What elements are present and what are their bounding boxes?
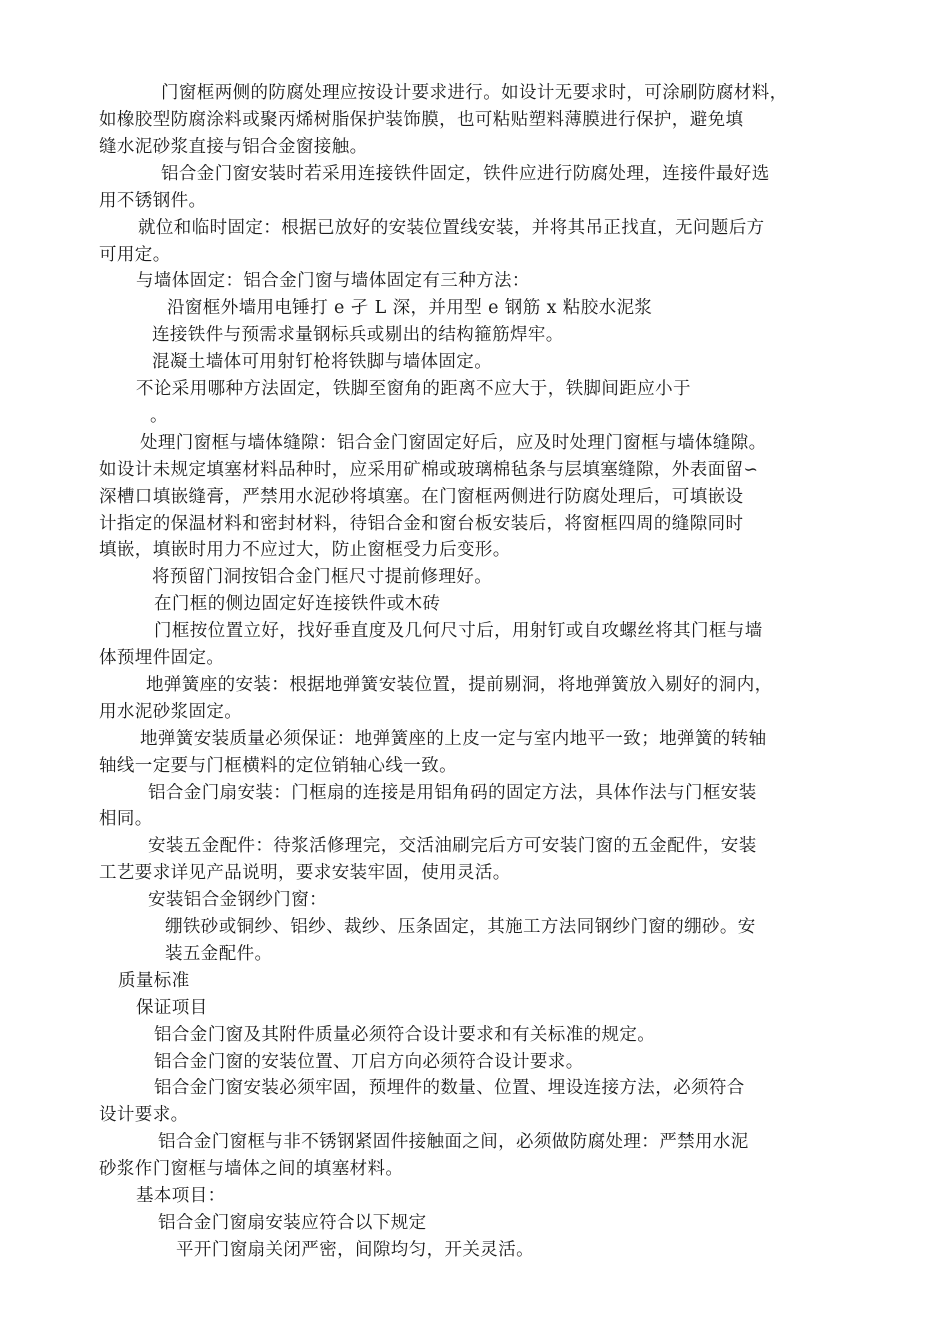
text-line: 混凝土墙体可用射钉枪将铁脚与墙体固定。 [152,352,493,372]
text-line: 就位和临时固定：根据已放好的安装位置线安装，并将其吊正找直，无问题后方 [138,218,765,238]
text-line: 如设计未规定填塞材料品种时，应采用矿棉或玻璃棉毡条与层填塞缝隙，外表面留∽ [99,460,759,480]
text-line: 平开门窗扇关闭严密，间隙均匀，开关灵活。 [176,1240,534,1260]
text-line: 铝合金门窗及其附件质量必须符合设计要求和有关标准的规定。 [154,1025,656,1045]
text-line: 用水泥砂浆固定。 [99,702,243,722]
text-line: 与墙体固定：铝合金门窗与墙体固定有三种方法： [136,271,530,291]
text-line: 将预留门洞按铝合金门框尺寸提前修理好。 [152,567,493,587]
text-line: 地弹簧安装质量必须保证：地弹簧座的上皮一定与室内地平一致；地弹簧的转轴 [140,729,767,749]
text-line: 相同。 [99,809,153,829]
text-line: 。 [150,406,168,426]
text-line: 门窗框两侧的防腐处理应按设计要求进行。如设计无要求时，可涂刷防腐材料， [161,83,788,103]
text-line: 地弹簧座的安装：根据地弹簧安装位置，提前剔洞，将地弹簧放入剔好的洞内， [146,675,773,695]
subsection-heading: 基本项目： [136,1186,226,1206]
text-line: 门框按位置立好，找好垂直度及几何尺寸后，用射钉或自攻螺丝将其门框与墙 [154,621,763,641]
text-line: 砂浆作门窗框与墙体之间的填塞材料。 [99,1159,404,1179]
text-line: 体预埋件固定。 [99,648,225,668]
text-line: 铝合金门窗的安装位置、丌启方向必须符合设计要求。 [154,1052,584,1072]
text-line: 铝合金门窗扇安装应符合以下规定 [158,1213,427,1233]
text-line: 沿窗框外墙用电锤打 e 孑 L 深，并用型 e 钢筋 x 粘胶水泥浆 [167,298,653,318]
text-line: 缝水泥砂浆直接与铝合金窗接触。 [99,137,368,157]
text-line: 装五金配件。 [165,944,273,964]
text-line: 安装铝合金钢纱门窗： [148,890,327,910]
text-line: 在门框的侧边固定好连接铁件或木砖 [154,594,441,614]
text-line: 铝合金门窗框与非不锈钢紧固件接触面之间，必须做防腐处理：严禁用水泥 [158,1132,749,1152]
text-line: 绷铁砂或铜纱、铝纱、裁纱、压条固定，其施工方法同钢纱门窗的绷砂。安 [165,917,756,937]
text-line: 处理门窗框与墙体缝隙：铝合金门窗固定好后，应及时处理门窗框与墙体缝隙。 [140,433,767,453]
text-line: 深槽口填嵌缝膏，严禁用水泥砂将填塞。在门窗框两侧进行防腐处理后，可填嵌设 [99,487,744,507]
section-heading: 质量标准 [118,971,190,991]
text-line: 填嵌，填嵌时用力不应过大，防止窗框受力后变形。 [99,540,511,560]
text-line: 轴线一定要与门框横料的定位销轴心线一致。 [99,756,457,776]
text-line: 如橡胶型防腐涂料或聚丙烯树脂保护装饰膜，也可粘贴塑料薄膜进行保护，避免填 [99,110,744,130]
text-line: 工艺要求详见产品说明，要求安装牢固，使用灵活。 [99,863,511,883]
text-line: 设计要求。 [99,1105,189,1125]
text-line: 计指定的保温材料和密封材料，待铝合金和窗台板安装后，将窗框四周的缝隙同时 [99,514,744,534]
text-line: 不论采用哪种方法固定，铁脚至窗角的距离不应大于，铁脚间距应小于 [136,379,691,399]
text-line: 用不锈钢件。 [99,191,207,211]
text-line: 铝合金门窗安装必须牢固，预埋件的数量、位置、埋设连接方法，必须符合 [154,1078,745,1098]
text-line: 铝合金门扇安装：门框扇的连接是用铝角码的固定方法，具体作法与门框安装 [148,783,757,803]
text-line: 可用定。 [99,245,171,265]
text-line: 连接铁件与预需求量钢标兵或剔出的结构箍筋焊牢。 [152,325,564,345]
text-line: 铝合金门窗安装时若采用连接铁件固定，铁件应进行防腐处理，连接件最好选 [161,164,770,184]
subsection-heading: 保证项目 [136,998,208,1018]
text-line: 安装五金配件：待浆活修理完，交活油刷完后方可安装门窗的五金配件，安装 [148,836,757,856]
